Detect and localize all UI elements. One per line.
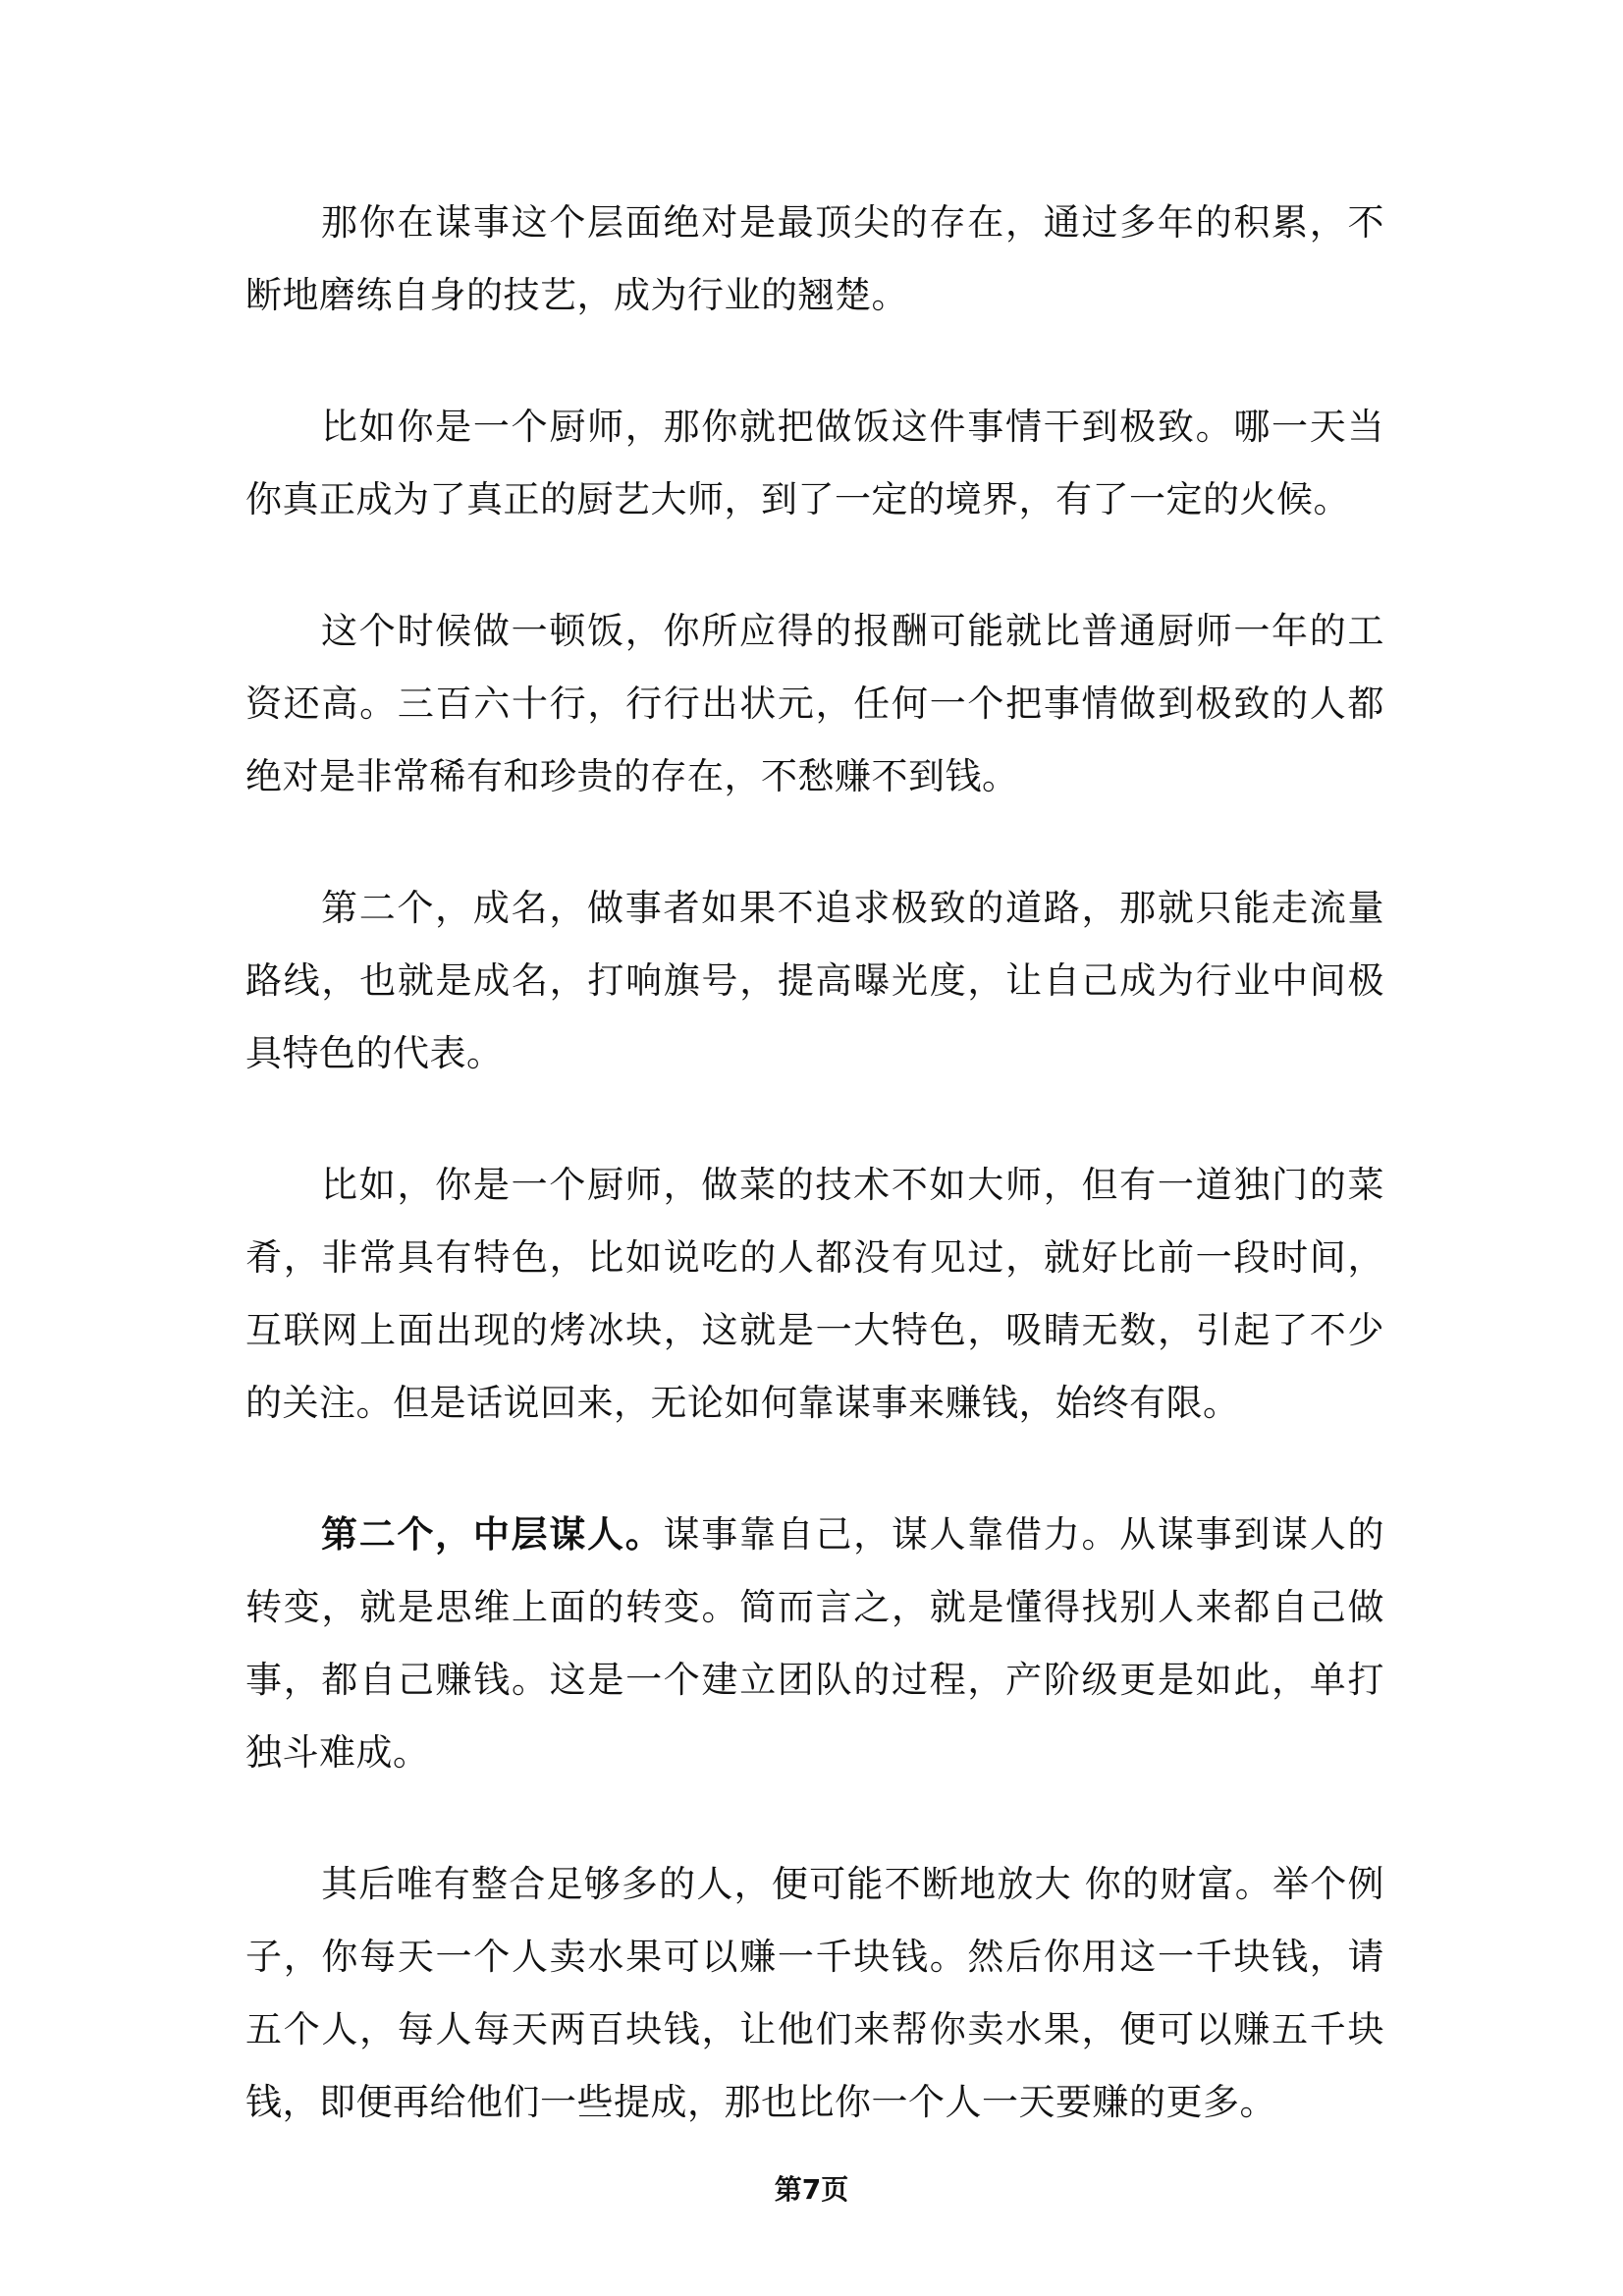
paragraph-7: 其后唯有整合足够多的人，便可能不断地放大 你的财富。举个例子，你每天一个人卖水果可以赚一千块钱。然后你用这一千块钱，请五个人，每人每天两百块钱，让他们来帮你卖水果，便可以赚五千块钱，即便再给他们一些提成，那也比你一个人一天要赚的更多。 [245,1863,1384,2123]
paragraph-1: 那你在谋事这个层面绝对是最顶尖的存在，通过多年的积累，不断地磨练自身的技艺，成为行业的翘楚。 [245,201,1384,316]
paragraph-6-body: 谋事靠自己，谋人靠借力。从谋事到谋人的转变，就是思维上面的转变。简而言之，就是懂得找别人来都自己做事，都自己赚钱。这是一个建立团队的过程，产阶级更是如此，单打独斗难成。 [245,1513,1384,1774]
page-body [245,187,1384,2198]
section-heading: 第二个，中层谋人。 [321,1513,664,1556]
paragraph-4: 第二个，成名，做事者如果不追求极致的道路，那就只能走流量路线，也就是成名，打响旗号，提高曝光度，让自己成为行业中间极具特色的代表。 [245,887,1384,1074]
paragraph-3: 这个时候做一顿饭，你所应得的报酬可能就比普通厨师一年的工资还高。三百六十行，行行出状元，任何一个把事情做到极致的人都绝对是非常稀有和珍贵的存在，不愁赚不到钱。 [245,610,1384,797]
paragraph-6 [245,1499,1384,1789]
paragraph-5: 比如，你是一个厨师，做菜的技术不如大师，但有一道独门的菜肴，非常具有特色，比如说吃的人都没有见过，就好比前一段时间，互联网上面出现的烤冰块，这就是一大特色，吸睛无数，引起了不少的关注。但是话说回来，无论如何靠谋事来赚钱，始终有限。 [245,1164,1384,1424]
page-number: 第7页 [774,2173,849,2206]
paragraph-2: 比如你是一个厨师，那你就把做饭这件事情干到极致。哪一天当你真正成为了真正的厨艺大师，到了一定的境界，有了一定的火候。 [245,406,1384,520]
